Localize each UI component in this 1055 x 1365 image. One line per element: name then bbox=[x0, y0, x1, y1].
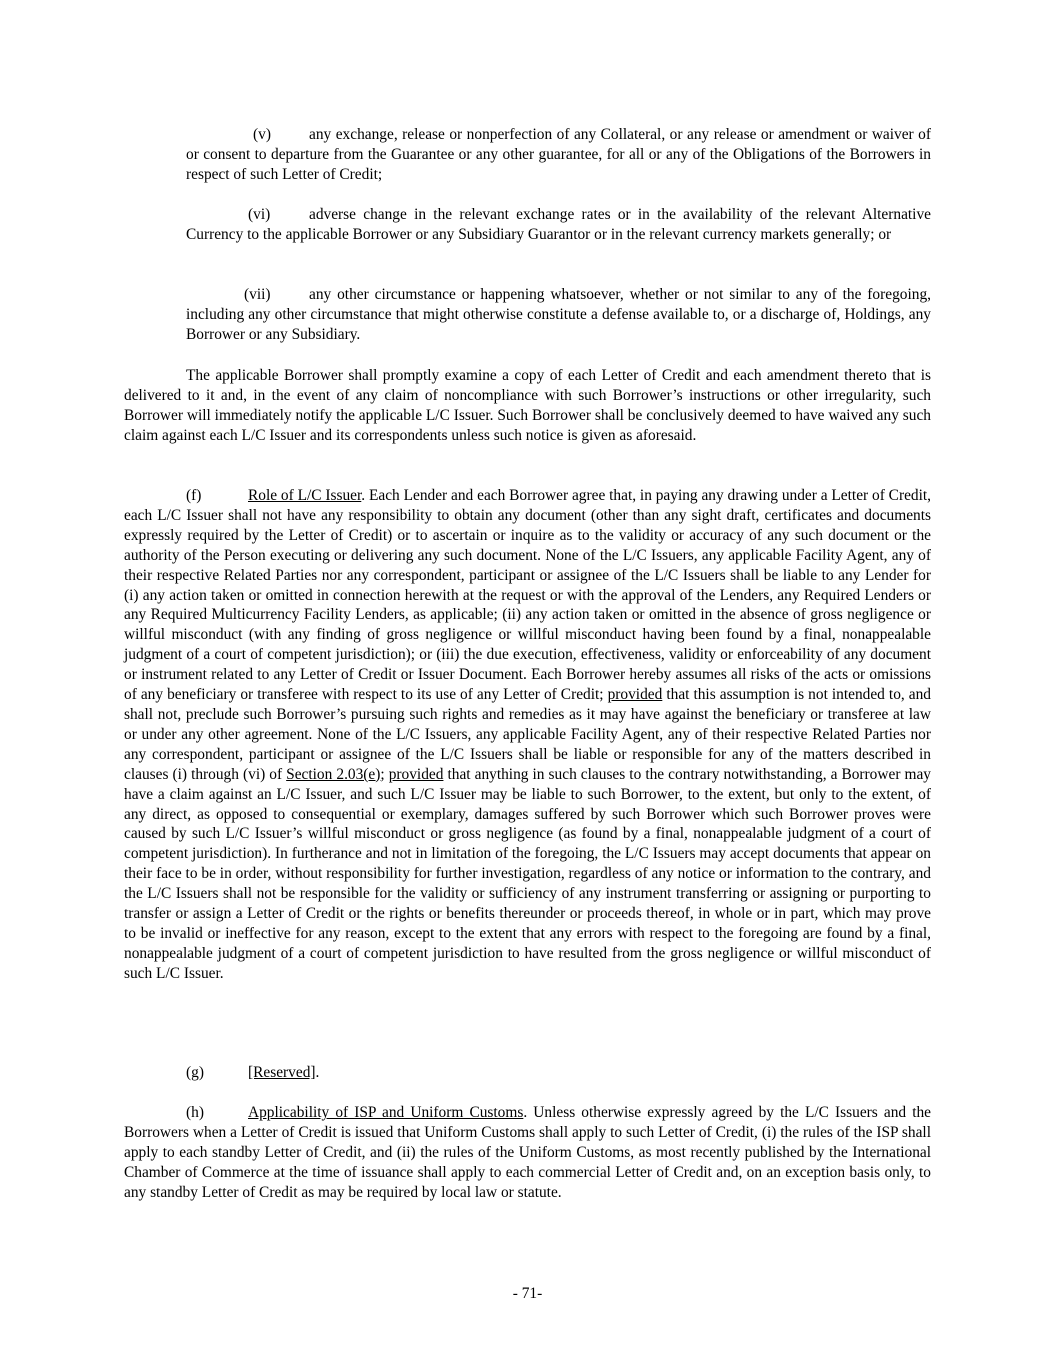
clause-text: any other circumstance or happening whatsoever, whether or not similar to any of the foregoing, including any other circumstance that might otherwise constitute a defense available to, or a discharge of, Holdings, any Borrower or any Subsidiary. bbox=[186, 286, 931, 343]
section-number: (f) bbox=[186, 487, 202, 504]
clause-v bbox=[186, 125, 931, 185]
examine-paragraph: The applicable Borrower shall promptly examine a copy of each Letter of Credit and each amendment thereto that is delivered to it and, in the event of any claim of noncompliance with such Borrower’s instructions or other irregularity, such Borrower will immediately notify the applicable L/C Issuer. Such Borrower shall be conclusively deemed to have waived any such claim against each L/C Issuer and its correspondents unless such notice is given as aforesaid. bbox=[124, 367, 931, 444]
page-number: - 71- bbox=[512, 1285, 543, 1302]
section-heading: Applicability of ISP and Uniform Customs bbox=[248, 1104, 524, 1121]
section-heading: Role of L/C Issuer bbox=[248, 487, 362, 504]
clause-text: any exchange, release or nonperfection of any Collateral, or any release or amendment or waiver of or consent to departure from the Guarantee or any other guarantee, for all or any of the Obligations of the Borrowers in respect of such Letter of Credit; bbox=[186, 126, 931, 183]
section-number: (h) bbox=[186, 1104, 204, 1121]
provided-term: provided bbox=[607, 686, 663, 704]
section-number: (g) bbox=[186, 1064, 204, 1081]
clause-text: adverse change in the relevant exchange rates or in the availability of the relevant Alternative Currency to the applicable Borrower or any Subsidiary Guarantor or in the relevant currency markets generally; or bbox=[186, 206, 931, 243]
clause-number: (vii) bbox=[244, 286, 271, 303]
section-h-paragraph: (h) Applicability of ISP and Uniform Customs. Unless otherwise expressly agreed by the L/C Issuers and the Borrowers when a Letter of Credit is issued that Uniform Customs shall apply to such Letter of Credit, (i) the rules of the ISP shall apply to each standby Letter of Credit, and (ii) the rules of the Uniform Customs, as most recently published by the International Chamber of Commerce at the time of issuance shall apply to each commercial Letter of Credit and, on an exception basis only, to any standby Letter of Credit as may be required by local law or statute. bbox=[124, 1104, 931, 1201]
clause-number: (vi) bbox=[248, 206, 271, 223]
section-g-paragraph: (g) [Reserved]. bbox=[186, 1064, 320, 1081]
provided-term: provided bbox=[388, 765, 444, 783]
clause-number: (v) bbox=[253, 126, 271, 143]
clause-vi bbox=[186, 205, 931, 245]
section-reference: Section 2.03(e) bbox=[286, 765, 381, 783]
section-f-paragraph: (f) Role of L/C Issuer. Each Lender and each Borrower agree that, in paying any drawing under a Letter of Credit, each L/C Issuer shall not have any responsibility to obtain any document (other than any sight draft, certificates and documents expressly required by the Letter of Credit) or to ascertain or inquire as to the validity or accuracy of any such document or the authority of the Person executing or delivering any such document. None of the L/C Issuers, any applicable Facility Agent, any of their respective Related Parties nor any correspondent, participant or assignee of the L/C Issuers shall be liable to any Lender for (i) any action taken or omitted in connection herewith at the request or with the approval of the Lenders, any Required Lenders or any Required Multicurrency Facility Lenders, as applicable; (ii) any action taken or omitted in the absence of gross negligence or willful misconduct (with any finding of gross negligence or willful misconduct having been found by a final, nonappealable judgment of a court of competent jurisdiction); or (iii) the due execution, effectiveness, validity or enforceability of any document or instrument related to any Letter of Credit or Issuer Document. Each Borrower hereby assumes all risks of the acts or omissions of any beneficiary or transferee with respect to its use of any Letter of Credit; provided that this assumption is not intended to, and shall not, preclude such Borrower’s pursuing such rights and remedies as it may have against the beneficiary or transferee at law or under any other agreement. None of the L/C Issuers, any applicable Facility Agent, any of their respective Related Parties nor any correspondent, participant or assignee of the L/C Issuers shall be liable or responsible for any of the matters described in clauses (i) through (vi) of Section 2.03(e); provided that anything in such clauses to the contrary notwithstanding, a Borrower may have a claim against an L/C Issuer, and such L/C Issuer may be liable to such Borrower, to the extent, but only to the extent, of any direct, as opposed to consequential or exemplary, damages suffered by such Borrower which such Borrower proves were caused by such L/C Issuer’s willful misconduct or gross negligence (as found by a final, nonappealable judgment of a court of competent jurisdiction). In furtherance and not in limitation of the foregoing, the L/C Issuers may accept documents that appear on their face to be in order, without responsibility for further investigation, regardless of any notice or information to the contrary, and the L/C Issuers shall not be responsible for the validity or sufficiency of any instrument transferring or assigning or purporting to transfer or assign a Letter of Credit or the rights or benefits thereunder or proceeds thereof, in whole or in part, which may prove to be invalid or ineffective for any reason, except to the extent that any errors with respect to the foregoing are found by a final, nonappealable judgment of a court of competent jurisdiction to have resulted from the gross negligence or willful misconduct of such L/C Issuer. bbox=[124, 487, 931, 982]
section-heading: [Reserved] bbox=[248, 1064, 316, 1081]
clause-vii bbox=[186, 285, 931, 345]
